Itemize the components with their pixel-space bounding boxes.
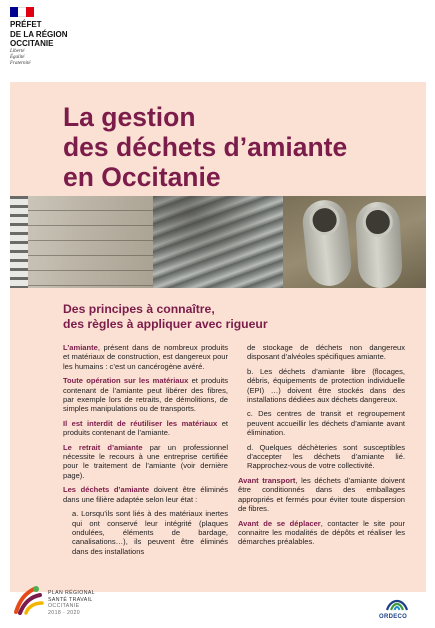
body-text: , contacter le site pour connaitre les modalités de dépôts et réaliser les démarches préalables. [238, 518, 405, 547]
body-text: par un professionnel nécessite le recours à une entreprise certifiée pour le traitement de l’amiante (voir dernière page). [63, 442, 228, 480]
body-text: b. Les déchets d’amiante libre (flocages, débris, équipements de protection individuelle (EPI) …) doivent être stockés dans des installations dédiées aux déchets dangereux. [247, 366, 405, 405]
photo-shading [153, 196, 283, 288]
highlight-text: Le retrait d’amiante [63, 442, 143, 452]
prst-line: SANTÉ TRAVAIL [48, 596, 93, 603]
ordeco-logo-icon [383, 592, 411, 616]
title-line: en Occitanie [63, 162, 221, 192]
ordeco-logo-label: ORDECO [379, 614, 408, 620]
paragraph [63, 509, 228, 556]
highlight-text: L’amiante [63, 343, 98, 352]
section-subtitle [63, 302, 268, 332]
french-flag-icon [10, 7, 34, 17]
paragraph [63, 343, 228, 371]
highlight-text: Il est interdit de réutiliser les matériaux [63, 418, 218, 428]
prst-line: PLAN RÉGIONAL [48, 590, 96, 596]
prst-logo-icon [12, 585, 44, 615]
prst-line: 2018 · 2020 [48, 609, 81, 616]
body-text: , les déchets d’amiante doivent être conditionnés dans des emballages appropriés et fermés pour éviter toute dispersion de fibres. [238, 475, 405, 514]
paragraph [63, 443, 228, 481]
body-text: d. Quelques déchèteries sont susceptibles d’accepter les déchets d’amiante lié. Rapprochez-vous de votre collectivité. [247, 442, 405, 471]
prefet-line: DE LA RÉGION [10, 29, 68, 39]
prst-line: OCCITANIE [48, 603, 80, 609]
paragraph [63, 485, 228, 504]
paragraph [238, 367, 405, 405]
pipe-shape [301, 198, 354, 288]
prst-logo-text [48, 590, 95, 616]
page-title [63, 102, 347, 192]
photo-strip [10, 196, 426, 288]
motto-line: Liberté [10, 49, 25, 54]
prefet-logo-text [10, 20, 67, 49]
motto-line: Fraternité [10, 61, 31, 66]
paragraph [63, 376, 228, 414]
body-text: et produits contenant de l’amiante peut libérer des fibres, par exemple lors de retraits, de démolitions, de simples manipulations ou de transports. [63, 376, 229, 414]
paragraph [238, 476, 405, 514]
highlight-text: Toute opération sur les matériaux [63, 376, 189, 386]
title-line: La gestion [63, 102, 196, 132]
paragraph [238, 519, 405, 547]
asbestos-pipes-photo [283, 196, 426, 288]
highlight-text: Avant transport [238, 475, 296, 485]
highlight-text: Avant de se déplacer [238, 518, 321, 528]
prefet-line: OCCITANIE [10, 39, 54, 48]
body-text: c. Des centres de transit et regroupement peuvent accueillir les déchets d’amiante avant élimination. [247, 409, 405, 438]
text-column-left [63, 343, 228, 561]
text-column-right [238, 343, 405, 552]
paragraph [63, 419, 228, 438]
asbestos-cladding-photo [10, 196, 153, 288]
paragraph [238, 443, 405, 471]
pipe-shape [355, 201, 403, 288]
republic-motto [10, 49, 31, 67]
body-text: de stockage de déchets non dangereux disposant d’alvéoles spécifiques amiante. [247, 343, 405, 362]
subtitle-line: des règles à appliquer avec rigueur [63, 317, 268, 331]
paragraph [238, 409, 405, 437]
body-text: et produits contenant de l’amiante. [63, 418, 228, 438]
body-text: , présent dans de nombreux produits et matériaux de construction, est dangereux pour les humains : c’est un cancérogène avéré. [63, 343, 228, 371]
motto-line: Égalité [10, 55, 25, 60]
paragraph [238, 343, 405, 362]
title-line: des déchets d’amiante [63, 132, 348, 162]
corrugated-sheet-photo [153, 196, 283, 288]
body-text: a. Lorsqu’ils sont liés à des matériaux inertes qui ont conservé leur intégrité (plaques ondulées, éléments de bardage, canalisations…), ils peuvent être éliminés dans des installations [72, 509, 228, 556]
highlight-text: Les déchets d’amiante [63, 485, 150, 495]
body-text: doivent être éliminés dans une filière adaptée selon leur état : [63, 485, 228, 504]
prefet-line: PRÉFET [10, 20, 42, 29]
window-shutter [10, 196, 28, 288]
subtitle-line: Des principes à connaître, [63, 302, 215, 316]
